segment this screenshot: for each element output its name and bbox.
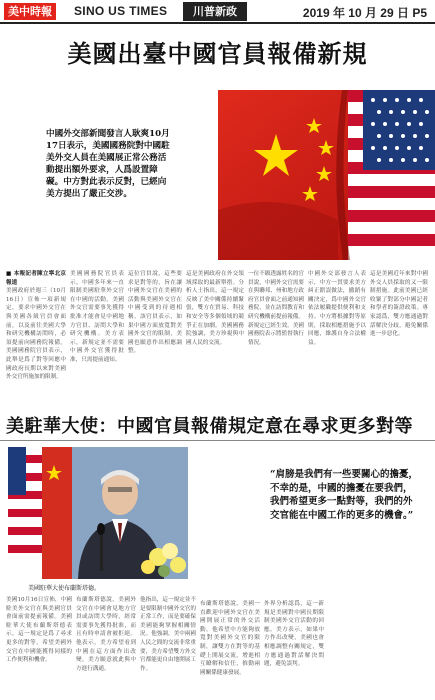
article2-paragraph: 布蘭斯塔德說，美國一直歡迎中國外交官在美國開展正常的外交活動。他希望中方能夠放寬對美國外交官的限制，讓雙方在對等的基礎上開展交流，增進相互瞭解和信任，推動兩國關係健康發展。 bbox=[200, 601, 260, 676]
newspaper-logo: 美中時報 bbox=[4, 3, 56, 20]
article1-column-7 bbox=[370, 270, 428, 338]
article1-subhead: ■ 本報記者陳立寧北京報道 bbox=[6, 271, 66, 286]
article1-column-6 bbox=[308, 270, 366, 346]
article2-paragraph: 布蘭斯塔德說，美國外交官在中國會見地方官員或訪問大學時，經常需要事先獲得批准，而且有時申請會被拒絕。他表示，美方希望看到中國在這方面作出改變，美方願意就此與中方進行溝通。 bbox=[76, 597, 136, 672]
article1-column-1 bbox=[6, 270, 66, 381]
ambassador-photo bbox=[8, 447, 188, 579]
issue-date: 2019 年 10 月 29 日 P5 bbox=[302, 6, 427, 20]
article1-paragraph: 一位不願透露姓名的官員說，中國外交官需要在與聯邦、州和地方政府官員會面之前通知國務院，並在訪問教育和研究機構前提前報備。新規定已經生效。美國國務院表示將監督執行情況。 bbox=[248, 271, 304, 346]
article1-paragraph: 這是美國近年來對中國外交人員採取的又一限制措施。此前美國已經收緊了對部分中國記者和學者的簽證政策。專家認爲，雙方應通過對話解決分歧，避免關係進一步惡化。 bbox=[370, 271, 428, 338]
article2-column-2 bbox=[76, 596, 136, 696]
article1-column-4 bbox=[186, 270, 244, 346]
article1-headline: 美國出臺中國官員報備新規 bbox=[67, 40, 368, 68]
article1-paragraph: 這是美國政府在外交領域採取的最新舉措。分析人士指出，這一規定反映了美中關係持續緊張，雙方在貿易、科技和安全等多個領域的競爭正在加劇。美國國務院強調，美方珍視與中國人民的交流。 bbox=[186, 271, 244, 346]
photo-caption: 美國駐華大使布蘭斯塔德。 bbox=[28, 585, 101, 592]
article2-column-1 bbox=[6, 596, 72, 696]
article1-lead: 中國外交部新聞發言人耿爽10月17日表示，美國國務院對中國駐美外交人員在美國展正常公務活動提出額外要求，人爲設置障礙。中方對此表示反對，已經向美方提出了嚴正交涉。 bbox=[46, 129, 170, 199]
article2-paragraph: 外界分析認爲，這一新規是美國對中國長期限制美國外交官活動的回應。美方表示，如果中方作出改變，美國也會相應調整有關規定，雙方應通過對話解決問題，避免誤判。 bbox=[264, 601, 324, 668]
flags-image bbox=[218, 90, 435, 260]
article2-column-4 bbox=[200, 600, 260, 700]
china-us-flags-picture bbox=[218, 90, 435, 260]
article2-paragraph: 他指出，這一規定並不是要限制中國外交官的正常工作，而是要確保美國能夠掌握相關情況。他強調，美中兩國人民之間的交流非常重要，美方希望雙方外交官都能更自由地開展工作。 bbox=[140, 597, 196, 672]
article1-paragraph: 這位官員說，這些要求是對等的，旨在讓中國外交官在美國的活動與美國外交官在中國受到的待遇相稱。該官員表示，如果中國方面放寬對美國外交官的限制，美國也願意作出相應調整。 bbox=[128, 271, 182, 355]
ambassador-picture bbox=[8, 447, 188, 579]
article1-column-5 bbox=[248, 270, 304, 346]
article2-headline: 美駐華大使：中國官員報備規定意在尋求更多對等 bbox=[6, 416, 413, 437]
article1-paragraph: 美國國務院官員表示，中國多年來一直限制美國駐華外交官在中國的活動，美國外交官需要事先獲得批准才能會見中國地方官員、訪問大學和研究機構。美方表示，新規定並不需要中國外交官獲得批准，只需提前通知。 bbox=[70, 271, 124, 363]
article2-paragraph: 美國10月16日宣佈，中國駐美外交官在與美國官員會面前需提前報備。美國駐華大使布蘭斯塔德表示，這一規定是爲了尋求更多的對等，希望美國外交官在中國能獲得同樣的工作便利和機會。 bbox=[6, 597, 72, 664]
article2-column-3 bbox=[140, 596, 196, 696]
section-divider bbox=[0, 440, 435, 441]
section-tag: 川普新政 bbox=[183, 2, 247, 21]
article1-paragraph: 美國政府於週三（10月16日）宣佈一項新規定，要求中國外交官在與美國各級官員會面前，以及前往美國大學和研究機構訪問時，必須提前向國務院報備。美國國務院官員表示，此舉是爲了對等回應中國政府長期以來對美國外交官所施加的限制。 bbox=[6, 288, 66, 381]
pull-quote: “肩膀是我們有一些要關心的擔憂，不幸的是，中國的擔憂在要我們，我們希望更多一點對等，我們的外交官能在中國工作的更多的機會。” bbox=[270, 469, 418, 521]
paper-name: SINO US TIMES bbox=[74, 4, 168, 18]
article1-column-3 bbox=[128, 270, 182, 355]
masthead bbox=[0, 0, 435, 24]
article1-paragraph: 中國外交部發言人表示，中方一貫要求美方糾正錯誤做法，撤銷有關決定，爲中國外交官依法履職提供便利和支持。中方將根據對等原則，採取相應措施予以回應，維護自身合法權益。 bbox=[308, 271, 366, 346]
article1-column-2 bbox=[70, 270, 124, 363]
article2-column-5 bbox=[264, 600, 324, 700]
